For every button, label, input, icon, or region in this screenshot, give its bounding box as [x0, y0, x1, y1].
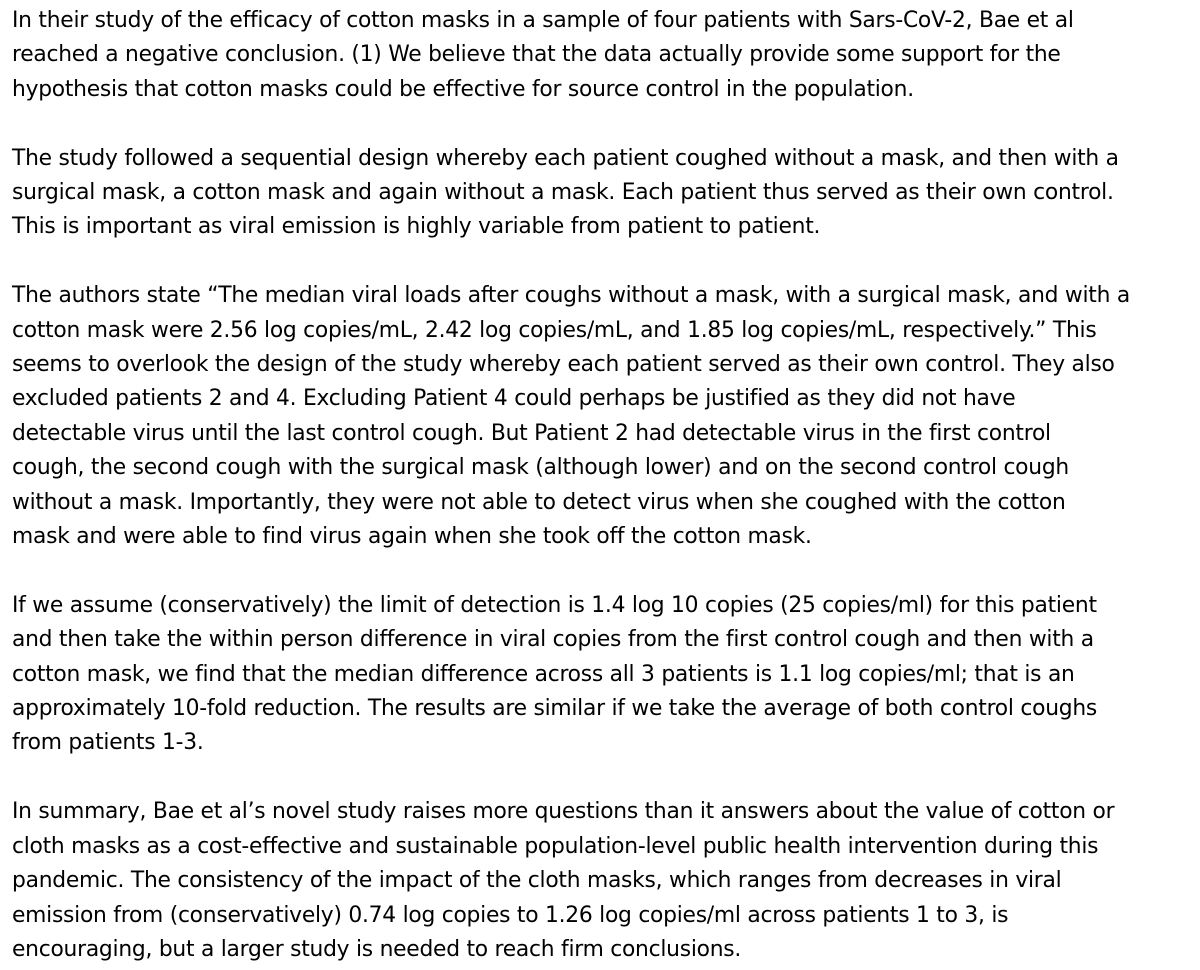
paragraph-limit-of-detection: If we assume (conservatively) the limit of detection is 1.4 log 10 copies (25 copies/ml) for this patient and then take the within person difference in viral copies from the first control cough and then with a cotton mask, we find that the median difference across all 3 patients is 1.1 log copies/ml; that is an approximately 10-fold reduction. The results are similar if we take the average of both control coughs from patients 1-3.: [12, 592, 1098, 756]
paragraph-introduction: In their study of the efficacy of cotton masks in a sample of four patients with Sars-CoV-2, Bae et al reached a negative conclusion. (1) We believe that the data actually provide some support for the hypothesis that cotton masks could be effective for source control in the population.: [12, 8, 1074, 102]
paragraph-study-design: The study followed a sequential design whereby each patient coughed without a mask, and then with a surgical mask, a cotton mask and again without a mask. Each patient thus served as their own control. This is important as viral emission is highly variable from patient to patient.: [12, 145, 1119, 240]
paragraph-summary: In summary, Bae et al’s novel study raises more questions than it answers about the value of cotton or cloth masks as a cost-effective and sustainable population-level public health intervention during this pandemic. The consistency of the impact of the cloth masks, which ranges from decreases in viral emission from (conservatively) 0.74 log copies to 1.26 log copies/ml across patients 1 to 3, is encouraging, but a larger study is needed to reach firm conclusions.: [12, 799, 1115, 962]
paragraph-authors-statement: The authors state “The median viral loads after coughs without a mask, with a surgical mask, and with a cotton mask were 2.56 log copies/mL, 2.42 log copies/mL, and 1.85 log copies/mL, respectively.” This seems to overlook the design of the study whereby each patient served as their own control. They also excluded patients 2 and 4. Excluding Patient 4 could perhaps be justified as they did not have detectable virus until the last control cough. But Patient 2 had detectable virus in the first control cough, the second cough with the surgical mask (although lower) and on the second control cough without a mask. Importantly, they were not able to detect virus when she coughed with the cotton mask and were able to find virus again when she took off the cotton mask.: [12, 283, 1130, 550]
